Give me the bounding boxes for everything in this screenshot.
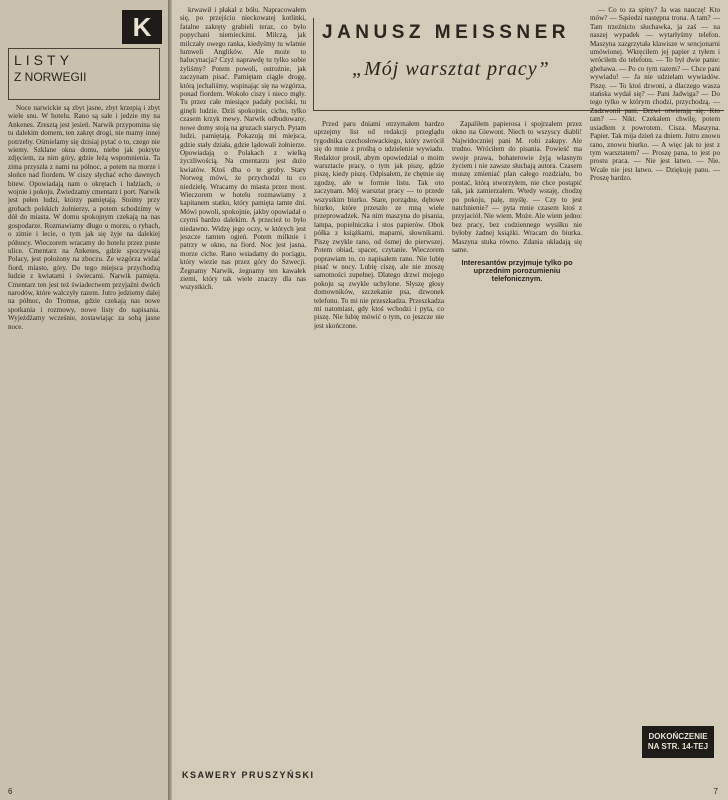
page-number-right: 7 — [713, 787, 718, 796]
right-column-2 — [314, 120, 444, 780]
article-subhead: Interesantów przyjmuje tylko po uprzednim porozumieniu telefonicznym. — [461, 257, 573, 284]
section-letter-block: K — [122, 10, 162, 44]
article-author: JANUSZ MEISSNER — [322, 22, 571, 43]
article-title: „Mój warsztat pracy” — [352, 58, 550, 80]
right-column-3 — [452, 120, 582, 780]
right-column-4 — [590, 6, 720, 718]
right-page — [172, 0, 728, 800]
column-3-text: Zapaliłem papierosa i spojrzałem przez okno na Giewont. Niech to wszyscy diabli! Najwidoczniej pani M. robi zakupy. Ale trudno. Wróciłem do pisania. Powieść ma swoje prawa, bohaterowie żyją własnym życiem i nie zawsze słuchają autora. Czasem muszę zmieniać plan całego rozdziału, bo postać, którą stworzyłem, nie chce postąpić tak, jak zamierzałem. Wtedy wstaję, chodzę po pokoju, palę, myślę. — Czy to jest natchnienie? — pyta mnie czasem ktoś z przyjaciół. Nie wiem. Może. Ale wiem jedno: bez pracy, bez codziennego wysiłku nie byłoby żadnej książki. Wracam do biurka. Maszyna stuka równo. Zdania układają się same. — [452, 120, 582, 255]
right-column-1 — [180, 6, 306, 766]
column-1-text: krwawił i płakał z bólu. Napracowałem się, po przejściu nieckowatej kotlinki, fatalne zakręty grabieli teraz, co było popychani niemieckimi. Milczą, jak milczały owego ranka, kiedyśmy tu wlatnie lumweli Anglików. Ale może to halucynacja? Czyż naprawdę tu tylko sobie żyliśmy? Potem powoli, ostrożnie, jak zaczynam pisać. Pamiętam ciągle drogę, którą jechaliśmy, wspinając się na wzgórza, ponad fiordem. Wokoło ciszy i nieco mgły. Tu przez całe miesiące padały pociski, tu ginęli ludzie. Dziś spokojnie, cicho, tylko czasem krzyk mewy. Narwik odbudowany, nowe domy stoją na gruzach starych. Pytam ludzi, pamiętają. Pokazują mi miejsca, gdzie stały działa, gdzie lądowali żołnierze. Opowiadają o Polakach z wielką życzliwością. Na cmentarzu jest dużo kwiatów. Ktoś dba o te groby. Stary Norweg mówi, że przychodzi tu co niedzielę. Wracamy do miasta przez most. Wieczorem w hotelu rozmawiamy z kapitanem statku, który pamięta tamte dni. Mówi powoli, spokojnie, jakby opowiadał o czymś bardzo dalekim. A przecież to było niedawno. Widzę jego oczy, w których jest jeszcze tamten ogień. Potem milknie i patrzy w okno, na fiord. Noc jest jasna, morze ciche. Rano wsiadamy do pociągu, który wiezie nas przez góry do Szwecji. Żegnamy Narwik, żegnamy ten kawałek ziemi, który tak wiele znaczy dla nas wszystkich. — [180, 6, 306, 292]
page-number-left: 6 — [8, 787, 13, 796]
left-body-text: Noce narwickie są zbyt jasne, zbyt krzepią i zbyt wiele snu. W hotelu. Rano są sale i jedzie my na Ankenes. Zresztą jest jesień. Narwik przypomina się tu dalekim domem, ten zakręt drogi, nie mamy innej potrzeby. Ośmielamy się dzisiaj pytać o to, czego nie wiemy. Szklane okna domu, niebo jak pokryte zdjęciem, za nim góry, gdzie leżą wspomnienia. Ta zima przyszła z nami na północ, a potem na morze i słońce nad fiordem. W ciszy słychać echo dawnych bitew. Opowiadają nam o okrętach i ludziach, o wojnie i pokoju. Zwiedzamy cmentarz i port. Narwik jest pełen ludzi, którzy pamiętają. Stoimy przy grobach polskich żołnierzy, a potem schodzimy w dół do miasta. W domu spokojnym czekają na nas gospodarze. Rozmawiamy długo o morzu, o rybach, o zimie i lecie, o tym jak się żyje na dalekiej północy. Wieczorem wracamy do hotelu przez puste ulice. Cmentarz na Ankenes, gdzie spoczywają Polacy, jest położony na zboczu. Ze wzgórza widać fiord, miasto, góry. Do tego miejsca przychodzą ludzie z kwiatami i świecami. Narwik pamięta. Cmentarz ten jest też świadectwem przyjaźni dwóch narodów, które walczyły razem. Jutro jedziemy dalej na północ, do Tromsø, gdzie czekają nas nowe spotkania i rozmowy, nowe listy do napisania. Wyjeżdżamy wcześnie, zostawiając za sobą jasne noce. — [8, 104, 160, 331]
left-page-body — [8, 104, 160, 780]
author-signature: KSAWERY PRUSZYŃSKI — [182, 770, 315, 780]
column-subtitle: Z NORWEGII — [14, 70, 87, 84]
left-page — [0, 0, 168, 800]
continued-notice: DOKOŃCZENIE NA STR. 14-TEJ — [642, 726, 714, 758]
column-2-text: Przed paru dniami otrzymałem bardzo uprzejmy list od redakcji przeglądu tygodnika czechosłowackiego, który zwrócił się do mnie z prośbą o udzielenie wywiadu. Redaktor prosił, abym opowiedział o moim warsztacie pracy, o tym jak piszę, gdzie piszę, kiedy piszę. Odpisałem, że chętnie się zgodzę, ale w formie listu. Tak oto zaczynam. Mój warsztat pracy — to przede wszystkim biurko. Stare, porządne, dębowe biurko, które przeszło ze mną wiele przeprowadzek. Na nim maszyna do pisania, lampa, popielniczka i stos papierów. Obok półka z książkami, mapami, słownikami. Piszę zwykle rano, od ósmej do pierwszej. Potem obiad, spacer, czytanie. Wieczorem poprawiam to, co napisałem rano. Nie lubię pisać w nocy. Lubię ciszę, ale nie znoszę samotności zupełnej. Dlatego drzwi mojego pokoju są zwykle uchylone. Słyszę głosy domowników, szczekanie psa, dzwonek telefonu. To mi nie przeszkadza. Przeszkadza mi natomiast, gdy ktoś wchodzi i pyta, co piszę. Nie lubię mówić o tym, co jeszcze nie jest skończone. — [314, 120, 444, 330]
column-4-text: — Co to za spiny? Ja was nauczę! Kto mów? — Sąsiedzi następna trona. A tam? — Tam trzeźnicto słuchawka, ja zaś — na naszej wypadek — wytarłyśmy telefon. Maszyna zazgrzytała klawisze w sencjonarni umówionej. Wkręciłem jej papier z tyłem i wróciłem do telefonu. — To był dwie panie: ghehawa. — Po co tym razem? — Chce pani wywiadu! — Ja nie udzielam wywiadów. Piszę. — To ktoś dzwoni, a dlaczego wasza stańska wydał się? — Pani Jadwiga? — Do tego tylko w którym chodzi, przychodzą. — Zadzwonił pani. Drzwi otwierają się. Kto tam? — Nikt. Czekałem chwilę, potem usiadłem z powrotem. Cisza. Maszyna. Papier. Tak mija dzień za dniem. Jutro znowu rano, znowu biurko. — A więc jak to jest z tym warsztatem? — Proszę pana, to jest po prostu praca. — Nie jest łatwo. — Nie. Wcale nie jest łatwo. — Dziękuję panu. — Proszę bardzo. — [590, 6, 720, 183]
column-title: LISTY — [14, 52, 73, 68]
